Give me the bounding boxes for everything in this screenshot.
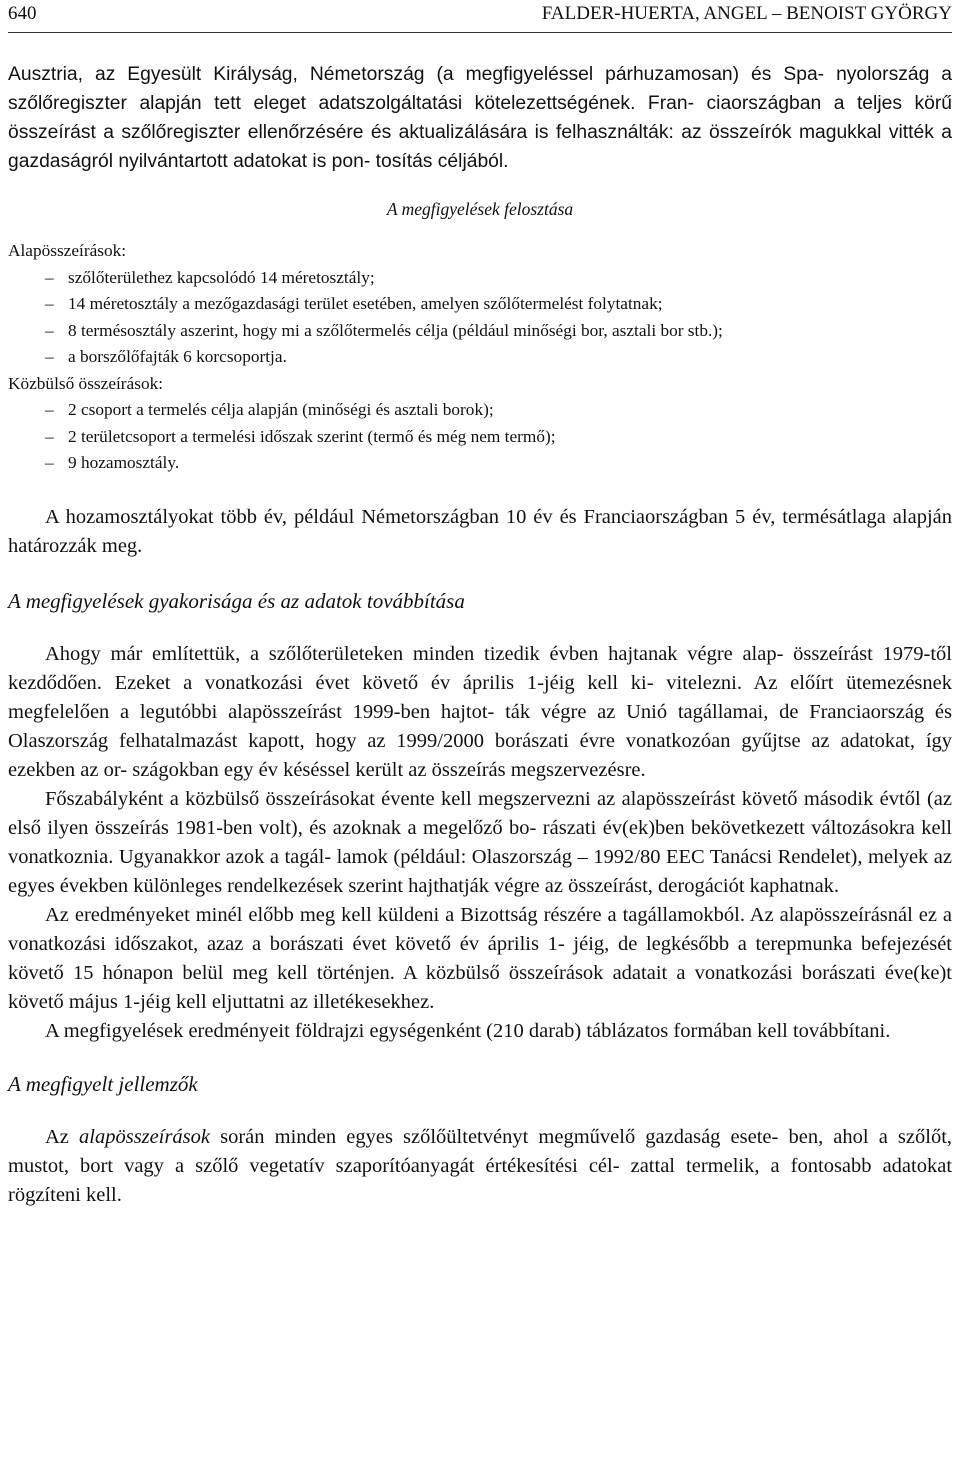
list-item: [45, 265, 952, 292]
distribution-list: [8, 238, 952, 477]
text-line: Az alapösszeírásnál ez a vonatkozási időszakot, azaz a borászati évet követő év április 1-: [8, 903, 952, 955]
header-rule: [8, 32, 952, 33]
text-line: jéig, de legkésőbb a terepmunka befejezését követő 15 hónapon belül meg kell történjen.: [8, 932, 952, 984]
body-paragraph: [8, 785, 952, 901]
text-line: különleges rendelkezések szerint hajthatják végre az összeírást, derogációt kaphatnak.: [133, 874, 840, 897]
distribution-caption: A megfigyelések felosztása: [386, 199, 574, 219]
text-line: Az eredményeket minél előbb meg kell küldeni a Bizottság részére a tagállamokból.: [45, 903, 745, 926]
text-line: vitelezni. Az előírt ütemezésnek megfelelően a legutóbbi alapösszeírást 1999-ben hajtot-: [8, 671, 952, 723]
list-item-text: 14 méretosztály a mezőgazdasági terület esetében, amelyen szőlőtermelést folytatnak;: [68, 294, 663, 313]
page-number: 640: [8, 3, 37, 24]
page-body: [8, 60, 952, 1210]
body-paragraph: [8, 1017, 952, 1046]
text-line: kell továbbítani.: [757, 1019, 891, 1042]
dash-mark: –: [45, 426, 54, 446]
dash-mark: –: [45, 347, 54, 366]
dash-mark: –: [45, 294, 54, 313]
list-item: [45, 424, 952, 451]
body-paragraph: [8, 1123, 952, 1210]
text-line: zattal termelik, a fontosabb adatokat rögzíteni kell.: [8, 1154, 953, 1206]
text-line: összeírást 1979-től kezdődően. Ezeket a vonatkozási évet követő év április 1-jéig kell ki-: [8, 642, 952, 694]
list-item-text: a borszőlőfajták 6 korcsoportja.: [68, 347, 287, 366]
text-line: felhasználták: az összeírók magukkal vitték a gazdaságról nyilvántartott adatokat is pon-: [8, 122, 952, 172]
dash-mark: –: [45, 320, 54, 340]
list-item: [45, 450, 952, 477]
text-line: lamok (például: Olaszország – 1992/80 EEC Tanácsi Rendelet), melyek az egyes években: [8, 845, 953, 897]
text-line: A közbülső összeírások adatait a vonatkozási borászati éve(ke)t követő május 1-jéig kell: [8, 961, 953, 1013]
yield-paragraph: [8, 503, 952, 561]
section-heading-characteristics: A megfigyelt jellemzők: [8, 1071, 198, 1096]
text-line: nyolország a szőlőregiszter alapján tett eleget adatszolgáltatási kötelezettségének. Fran-: [8, 64, 952, 114]
body-paragraph: [8, 640, 952, 785]
text-line: A hozamosztályokat több év, például Németországban 10 év és Franciaországban 5: [45, 505, 746, 528]
dash-mark: –: [45, 267, 54, 287]
group-items: [8, 265, 952, 371]
text-line: rászati év(ek)ben bekövetkezett változásokra kell vonatkoznia. Ugyanakkor azok a tagál-: [8, 816, 953, 868]
text-run: Az: [45, 1125, 80, 1148]
text-line: év, termésátlaga alapján határozzák meg.: [8, 505, 952, 557]
section-heading-frequency: A megfigyelések gyakorisága és az adatok továbbítása: [8, 588, 465, 613]
text-line: ben, ahol a szőlőt, mustot, bort vagy a szőlő vegetatív szaporítóanyagát értékesítési cél-: [8, 1125, 953, 1177]
text-line: Ausztria, az Egyesült Királyság, Németország (a megfigyeléssel párhuzamosan) és Spa-: [8, 64, 825, 85]
list-item-text: szőlőterülethez kapcsolódó 14 méretosztály;: [68, 267, 375, 287]
list-item: [45, 344, 952, 371]
text-line: tosítás céljából.: [375, 151, 509, 172]
text-line: A megfigyelések eredményeit földrajzi egységenként (210 darab) táblázatos formában: [45, 1019, 752, 1042]
list-item-text: 9 hozamosztály.: [68, 453, 180, 472]
group-heading: Közbülső összeírások:: [8, 373, 164, 393]
body-paragraph: [8, 901, 952, 1017]
text-line: Ahogy már említettük, a szőlőterületeken minden tizedik évben hajtanak végre alap-: [45, 642, 784, 665]
text-line: ták végre az Unió tagállamai, de Franciaország és Olaszország felhatalmazást kapott,: [8, 700, 952, 752]
text-line: szágokban egy év késéssel került az összeírás megszervezésre.: [132, 758, 646, 781]
text-line: ciaországban a teljes körű összeírást a szőlőregiszter ellenőrzésére és aktualizálására is: [8, 93, 952, 143]
text-run: során minden egyes szőlőültetvényt megművelő gazdaság esete-: [210, 1125, 779, 1148]
list-item: [45, 318, 952, 345]
group-heading: Alapösszeírások:: [8, 241, 127, 260]
list-item-text: 2 csoport a termelés célja alapján (minőségi és asztali borok);: [68, 400, 494, 419]
running-title: FALDER-HUERTA, ANGEL – BENOIST GYÖRGY: [541, 3, 952, 24]
text-line: eljuttatni az illetékesekhez.: [211, 990, 435, 1013]
text-line: követő második évtől (az első ilyen összeírás 1981-ben volt), és azoknak a megelőző bo-: [8, 787, 953, 839]
list-item-text: 8 termésosztály aszerint, hogy mi a szőlőtermelés célja (például minőségi bor, asztali bor stb.);: [68, 320, 723, 340]
text-line: Főszabályként a közbülső összeírásokat évente kell megszervezni az alapösszeírást: [45, 787, 736, 810]
list-item: [45, 291, 952, 318]
list-item-text: 2 területcsoport a termelési időszak szerint (termő és még nem termő);: [68, 426, 556, 446]
emphasis: alapösszeírások: [79, 1125, 211, 1148]
running-header: [8, 0, 952, 30]
dash-mark: –: [45, 453, 54, 472]
intro-paragraph: [8, 60, 952, 176]
text-line: hogy az 1999/2000 borászati évre vonatkozóan gyűjtse az adatokat, így ezekben az or-: [8, 729, 953, 781]
dash-mark: –: [45, 400, 54, 419]
group-items: [8, 397, 952, 477]
list-item: [45, 397, 952, 424]
